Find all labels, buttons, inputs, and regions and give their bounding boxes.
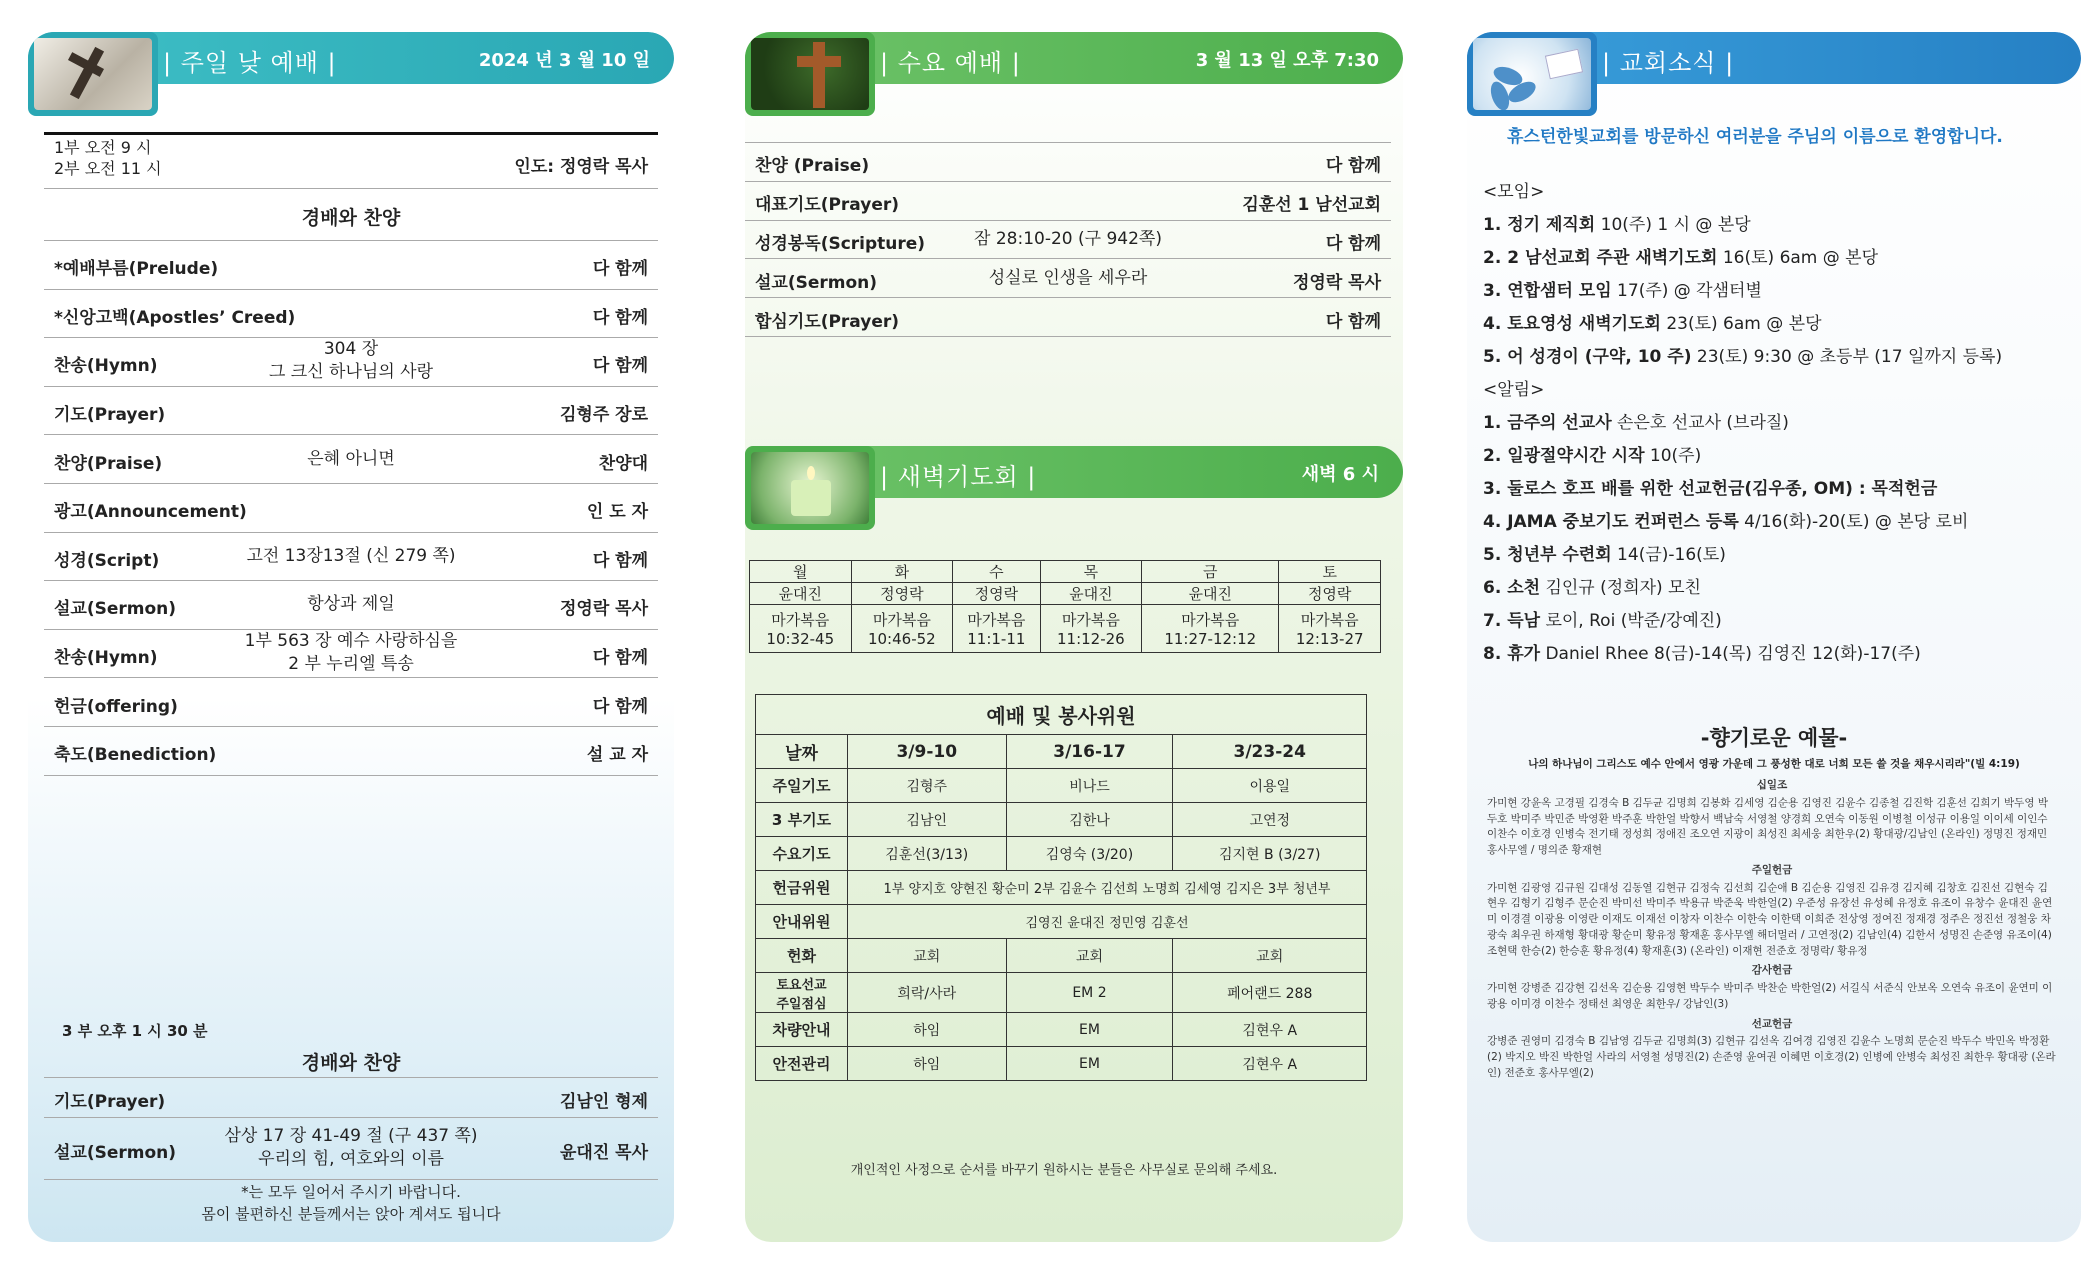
order-leader: 정영락 목사 — [559, 599, 648, 620]
servants-title: 예배 및 봉사위원 — [756, 695, 1367, 735]
servants-table — [755, 694, 1367, 1081]
offering-names: 강병준 권영미 김경숙 B 김남영 김두균 김명희(3) 김현규 김선옥 김여경 김영진 김윤수 노명희 문순진 박두수 박민옥 박정환(2) 박지오 박진 박한얼 사라의 서영철 성명진(2) 손준영 윤여권 이혜면 이호경(2) 인병예 안병숙 최성진 최한우 황대광 (온라인) 전준호 홍사무엘(2) — [1487, 1035, 2056, 1079]
dawn-preacher: 정영락 — [1279, 583, 1381, 605]
order-row — [44, 533, 658, 582]
wednesday-order-list — [745, 143, 1391, 337]
dawn-time: 새벽 6 시 — [1301, 464, 1379, 485]
servants-role: 3 부기도 — [756, 803, 848, 837]
notice-item: 5. 청년부 수련회 14(금)-16(토) — [1483, 545, 1726, 565]
order-leader: 김훈선 1 남선교회 — [1242, 195, 1381, 216]
order-label: 찬송(Hymn) — [54, 356, 158, 377]
servants-header: 3/9-10 — [848, 735, 1007, 769]
order-row — [745, 259, 1391, 298]
dawn-day: 월 — [750, 561, 852, 583]
order-row — [44, 727, 658, 776]
sunday-date: 2024 년 3 월 10 일 — [478, 50, 650, 71]
servants-title-row — [756, 695, 1367, 735]
order-detail: 304 장 그 크신 하나님의 사랑 — [268, 339, 433, 383]
order-detail: 항상과 제일 — [307, 594, 395, 615]
order-leader: 정영락 목사 — [1292, 272, 1381, 293]
order-label: 합심기도(Prayer) — [755, 311, 900, 332]
bible-cross-image — [28, 32, 158, 116]
wooden-cross-image — [745, 32, 875, 116]
order-row — [44, 484, 658, 533]
order-row — [745, 298, 1391, 337]
servants-role: 헌금위원 — [756, 871, 848, 905]
order-row — [44, 290, 658, 339]
meeting-item: 5. 어 성경이 (구약, 10 주) 23(토) 9:30 @ 초등부 (17 일까지 등록) — [1483, 347, 2003, 367]
order-row — [44, 338, 658, 387]
servants-cell: 교회 — [1006, 939, 1173, 973]
order-label: 찬양(Praise) — [54, 453, 163, 474]
servants-header: 3/23-24 — [1173, 735, 1367, 769]
offering-names: 가미현 김광영 김규원 김대성 김동열 김현규 김정숙 김선희 김순애 B 김순용 김영진 김유경 김지혜 김창호 김진선 김현숙 김현우 김형기 김형주 문순진 박미선 박미주 박용규 박준욱 박한얼(2) 우준성 유장선 유성혜 유정호 유조이 유창수 윤대진 윤연미 이경결 이광용 이영란 이재도 이재선 이창자 이찬수 이한숙 이한택 이희준 전상영 정여진 정재경 정주은 정진선 정철웅 차광숙 최우권 하재형 황대광 황순미 황유정 황재훈 홍사무엘 해더멀러 / 고연정(2) 김남인(4) 김한서 성명진 손준영 유조이(4) 조현택 한승(2) 한승훈 황유정(4) 황재훈(3) (온라인) 이재현 전준호 정명락/ 황유정 — [1487, 881, 2053, 957]
wednesday-date: 3 월 13 일 오후 7:30 — [1195, 50, 1379, 71]
order-label: 성경(Script) — [54, 550, 160, 571]
news-list — [1483, 176, 2063, 671]
servants-role: 토요선교 주일점심 — [756, 973, 848, 1013]
wednesday-title: | 수요 예배 | — [880, 49, 1021, 77]
time-first: 1부 오전 9 시 — [54, 138, 152, 157]
order-leader: 인 도 자 — [586, 502, 648, 523]
notice-item: 7. 득남 로이, Roi (박준/강예진) — [1483, 611, 1722, 631]
church-news-panel — [1467, 32, 2081, 1242]
order-leader: 다 함께 — [592, 648, 648, 669]
servants-role: 안전관리 — [756, 1047, 848, 1081]
servants-row — [756, 973, 1367, 1013]
dawn-day-row — [750, 561, 1381, 583]
order-leader: 다 함께 — [1325, 311, 1381, 332]
flower-image — [1467, 32, 1597, 116]
servants-cell: 김형주 — [848, 769, 1007, 803]
offering-verse: 나의 하나님이 그리스도 예수 안에서 영광 가운데 그 풍성한 대로 너희 모든 쓸 것을 채우시리라"(빌 4:19) — [1528, 758, 2020, 770]
servants-role: 안내위원 — [756, 905, 848, 939]
notice-item: 8. 휴가 Daniel Rhee 8(금)-14(목) 김영진 12(화)-17(주) — [1483, 644, 1921, 664]
dawn-name-row — [750, 583, 1381, 605]
order-row — [44, 387, 658, 436]
service-times — [54, 138, 162, 180]
order-leader: 다 함께 — [1325, 233, 1381, 254]
sunday-footnote: *는 모두 일어서 주시기 바랍니다. 몸이 불편하신 분들께서는 앉아 계셔도 됩니다 — [201, 1183, 501, 1223]
third-service-list — [44, 1042, 658, 1180]
order-detail: 삼상 17 장 41-49 절 (구 437 쪽) 우리의 힘, 여호와의 이름 — [224, 1126, 478, 1169]
order-label: 설교(Sermon) — [54, 1143, 177, 1163]
meeting-item: 4. 토요영성 새벽기도회 23(토) 6am @ 본당 — [1483, 314, 1822, 334]
servants-role: 주일기도 — [756, 769, 848, 803]
servants-header: 날짜 — [756, 735, 848, 769]
servants-row — [756, 905, 1367, 939]
servants-role: 수요기도 — [756, 837, 848, 871]
servants-header-row — [756, 735, 1367, 769]
servants-row — [756, 769, 1367, 803]
order-leader: 김형주 장로 — [559, 405, 648, 426]
offering-category: 감사헌금 — [1751, 964, 1793, 977]
order-label: 성경봉독(Scripture) — [755, 233, 926, 254]
servants-cell: 비나드 — [1006, 769, 1173, 803]
order-label: 축도(Benediction) — [54, 745, 217, 766]
order-label: 기도(Prayer) — [54, 1092, 166, 1112]
notice-item: 3. 둘로스 호프 배를 위한 선교헌금(김우종, OM) : 목적헌금 — [1483, 479, 1938, 499]
wednesday-dawn-panel — [745, 32, 1403, 1242]
dawn-day: 토 — [1279, 561, 1381, 583]
dawn-passage: 마가복음 11:1-11 — [953, 605, 1040, 653]
servants-cell: 페어랜드 288 — [1173, 973, 1367, 1013]
order-row — [745, 143, 1391, 182]
dawn-preacher: 윤대진 — [1142, 583, 1279, 605]
dawn-passage: 마가복음 10:32-45 — [750, 605, 852, 653]
order-row — [745, 182, 1391, 221]
servants-cell: 희락/사라 — [848, 973, 1007, 1013]
dawn-preacher: 윤대진 — [750, 583, 852, 605]
welcome-text: 휴스턴한빛교회를 방문하신 여러분을 주님의 이름으로 환영합니다. — [1507, 127, 2003, 147]
dawn-day: 화 — [851, 561, 953, 583]
servants-cell: 이용일 — [1173, 769, 1367, 803]
leader: 인도: 정영락 목사 — [514, 157, 648, 177]
order-row — [44, 241, 658, 290]
servants-note: 개인적인 사정으로 순서를 바꾸기 원하시는 분들은 사무실로 문의해 주세요. — [850, 1163, 1278, 1178]
sunday-service-panel — [28, 32, 674, 1242]
time-second: 2부 오전 11 시 — [54, 158, 162, 178]
order-detail: 고전 13장13절 (신 279 쪽) — [246, 545, 456, 566]
order-row — [44, 435, 658, 484]
servants-row — [756, 939, 1367, 973]
servants-cell: 김영숙 (3/20) — [1006, 837, 1173, 871]
order-label: 광고(Announcement) — [54, 502, 247, 523]
sunday-title: | 주일 낮 예배 | — [163, 49, 337, 77]
dawn-passage: 마가복음 11:27-12:12 — [1142, 605, 1279, 653]
notices-heading: <알림> — [1483, 380, 1545, 400]
order-detail: 성실로 인생을 세우라 — [988, 267, 1148, 288]
offering-category: 선교헌금 — [1751, 1017, 1793, 1030]
dawn-preacher: 정영락 — [953, 583, 1040, 605]
servants-cell: EM — [1006, 1013, 1173, 1047]
order-leader: 다 함께 — [1325, 156, 1381, 177]
offering-title: -향기로운 예물- — [1700, 726, 1848, 750]
servants-cell: 고연정 — [1173, 803, 1367, 837]
meeting-item: 2. 2 남선교회 주관 새벽기도회 16(토) 6am @ 본당 — [1483, 248, 1879, 268]
servants-row — [756, 1047, 1367, 1081]
notice-item: 6. 소천 김인규 (정희자) 모친 — [1483, 578, 1701, 598]
order-label: 기도(Prayer) — [54, 405, 166, 426]
servants-cell: EM 2 — [1006, 973, 1173, 1013]
order-leader: 김남인 형제 — [559, 1092, 648, 1112]
order-label: 설교(Sermon) — [755, 272, 878, 293]
servants-role: 헌화 — [756, 939, 848, 973]
servants-span: 김영진 윤대진 정민영 김훈선 — [848, 905, 1367, 939]
notice-item: 1. 금주의 선교사 손은호 선교사 (브라질) — [1483, 413, 1789, 433]
offering-category: 십일조 — [1756, 779, 1788, 791]
offering-names: 가미현 강윤옥 고경필 김경숙 B 김두균 김명희 김봉화 김세영 김순용 김영진 김윤수 김종철 김진학 김훈선 김희기 박두영 박두호 박미주 박민준 박영환 박주훈 박한얼 박향서 백남숙 서영철 양경희 오연숙 이동원 이병철 이성규 이용일 이이세 이인수 이찬수 이호경 인병숙 전기태 정성희 정애진 조오연 지광이 최성진 최세웅 최한우(2) 황대광/김남인 (온라인) 정명진 정재민 홍사무엘 / 명의준 황재현 — [1487, 796, 2048, 856]
order-leader: 다 함께 — [592, 550, 648, 571]
third-service-time: 3 부 오후 1 시 30 분 — [62, 1022, 208, 1040]
dawn-passage: 마가복음 12:13-27 — [1279, 605, 1381, 653]
dawn-preacher: 정영락 — [851, 583, 953, 605]
servants-row — [756, 803, 1367, 837]
servants-cell: 하임 — [848, 1013, 1007, 1047]
sunday-order-list — [44, 189, 658, 776]
section-heading-3: 경배와 찬양 — [44, 1042, 658, 1078]
order-leader: 설 교 자 — [586, 745, 648, 766]
news-title: | 교회소식 | — [1602, 49, 1735, 77]
order-label: *신앙고백(Apostles’ Creed) — [54, 307, 296, 328]
order-leader: 윤대진 목사 — [559, 1143, 648, 1163]
order-detail: 잠 28:10-20 (구 942쪽) — [974, 228, 1162, 249]
order-label: 대표기도(Prayer) — [755, 195, 900, 216]
servants-row — [756, 1013, 1367, 1047]
dawn-title: | 새벽기도회 | — [880, 463, 1037, 491]
order-leader: 다 함께 — [592, 307, 648, 328]
order-detail: 은혜 아니면 — [307, 448, 395, 469]
order-leader: 다 함께 — [592, 696, 648, 717]
order-row — [44, 630, 658, 679]
order-row — [745, 221, 1391, 260]
servants-cell: 교회 — [848, 939, 1007, 973]
order-leader: 찬양대 — [598, 453, 648, 474]
servants-role: 차량안내 — [756, 1013, 848, 1047]
offering-names: 가미현 강병준 김강현 김선옥 김순용 김영현 박두수 박미주 박찬순 박한얼(2) 서길식 서준식 안보옥 오연숙 유조이 윤연미 이광용 이미경 이찬수 정태선 최영운 최한우/ 강남인(3) — [1487, 982, 2053, 1010]
order-label: 헌금(offering) — [54, 696, 178, 717]
servants-cell: 김현우 A — [1173, 1013, 1367, 1047]
offering-list — [1487, 774, 2057, 1082]
order-row — [44, 678, 658, 727]
dawn-text-row — [750, 605, 1381, 653]
servants-cell: 김남인 — [848, 803, 1007, 837]
notice-item: 2. 일광절약시간 시작 10(주) — [1483, 446, 1702, 466]
offering-category: 주일헌금 — [1751, 863, 1793, 876]
servants-cell: 교회 — [1173, 939, 1367, 973]
servants-cell: 김지현 B (3/27) — [1173, 837, 1367, 871]
order-leader: 다 함께 — [592, 259, 648, 280]
servants-cell: EM — [1006, 1047, 1173, 1081]
servants-header: 3/16-17 — [1006, 735, 1173, 769]
servants-row — [756, 871, 1367, 905]
order-label: 찬양 (Praise) — [755, 156, 870, 177]
dawn-passage: 마가복음 10:46-52 — [851, 605, 953, 653]
order-label: 설교(Sermon) — [54, 599, 177, 620]
order-detail: 1부 563 장 예수 사랑하심을 2 부 누리엘 특송 — [244, 631, 458, 674]
dawn-day: 수 — [953, 561, 1040, 583]
dawn-day: 금 — [1142, 561, 1279, 583]
dawn-schedule-table — [749, 560, 1381, 653]
section-heading: 경배와 찬양 — [44, 189, 658, 241]
order-row — [44, 1118, 658, 1180]
dawn-passage: 마가복음 11:12-26 — [1040, 605, 1142, 653]
servants-row — [756, 837, 1367, 871]
order-label: *예배부름(Prelude) — [54, 259, 219, 280]
meeting-item: 3. 연합샘터 모임 17(주) @ 각샘터별 — [1483, 281, 1762, 301]
servants-cell: 김훈선(3/13) — [848, 837, 1007, 871]
servants-cell: 김한나 — [1006, 803, 1173, 837]
meetings-heading: <모임> — [1483, 182, 1545, 202]
servants-cell: 하임 — [848, 1047, 1007, 1081]
dawn-preacher: 윤대진 — [1040, 583, 1142, 605]
candle-image — [745, 446, 875, 530]
order-label: 찬송(Hymn) — [54, 648, 158, 669]
order-row — [44, 1078, 658, 1118]
dawn-day: 목 — [1040, 561, 1142, 583]
servants-cell: 김현우 A — [1173, 1047, 1367, 1081]
meeting-item: 1. 정기 제직회 10(주) 1 시 @ 본당 — [1483, 215, 1751, 235]
order-row — [44, 581, 658, 630]
servants-span: 1부 양지호 양현진 황순미 2부 김윤수 김선희 노명희 김세영 김지은 3부 청년부 — [848, 871, 1367, 905]
notice-item: 4. JAMA 중보기도 컨퍼런스 등록 4/16(화)-20(토) @ 본당 로비 — [1483, 512, 1969, 532]
order-leader: 다 함께 — [592, 356, 648, 377]
